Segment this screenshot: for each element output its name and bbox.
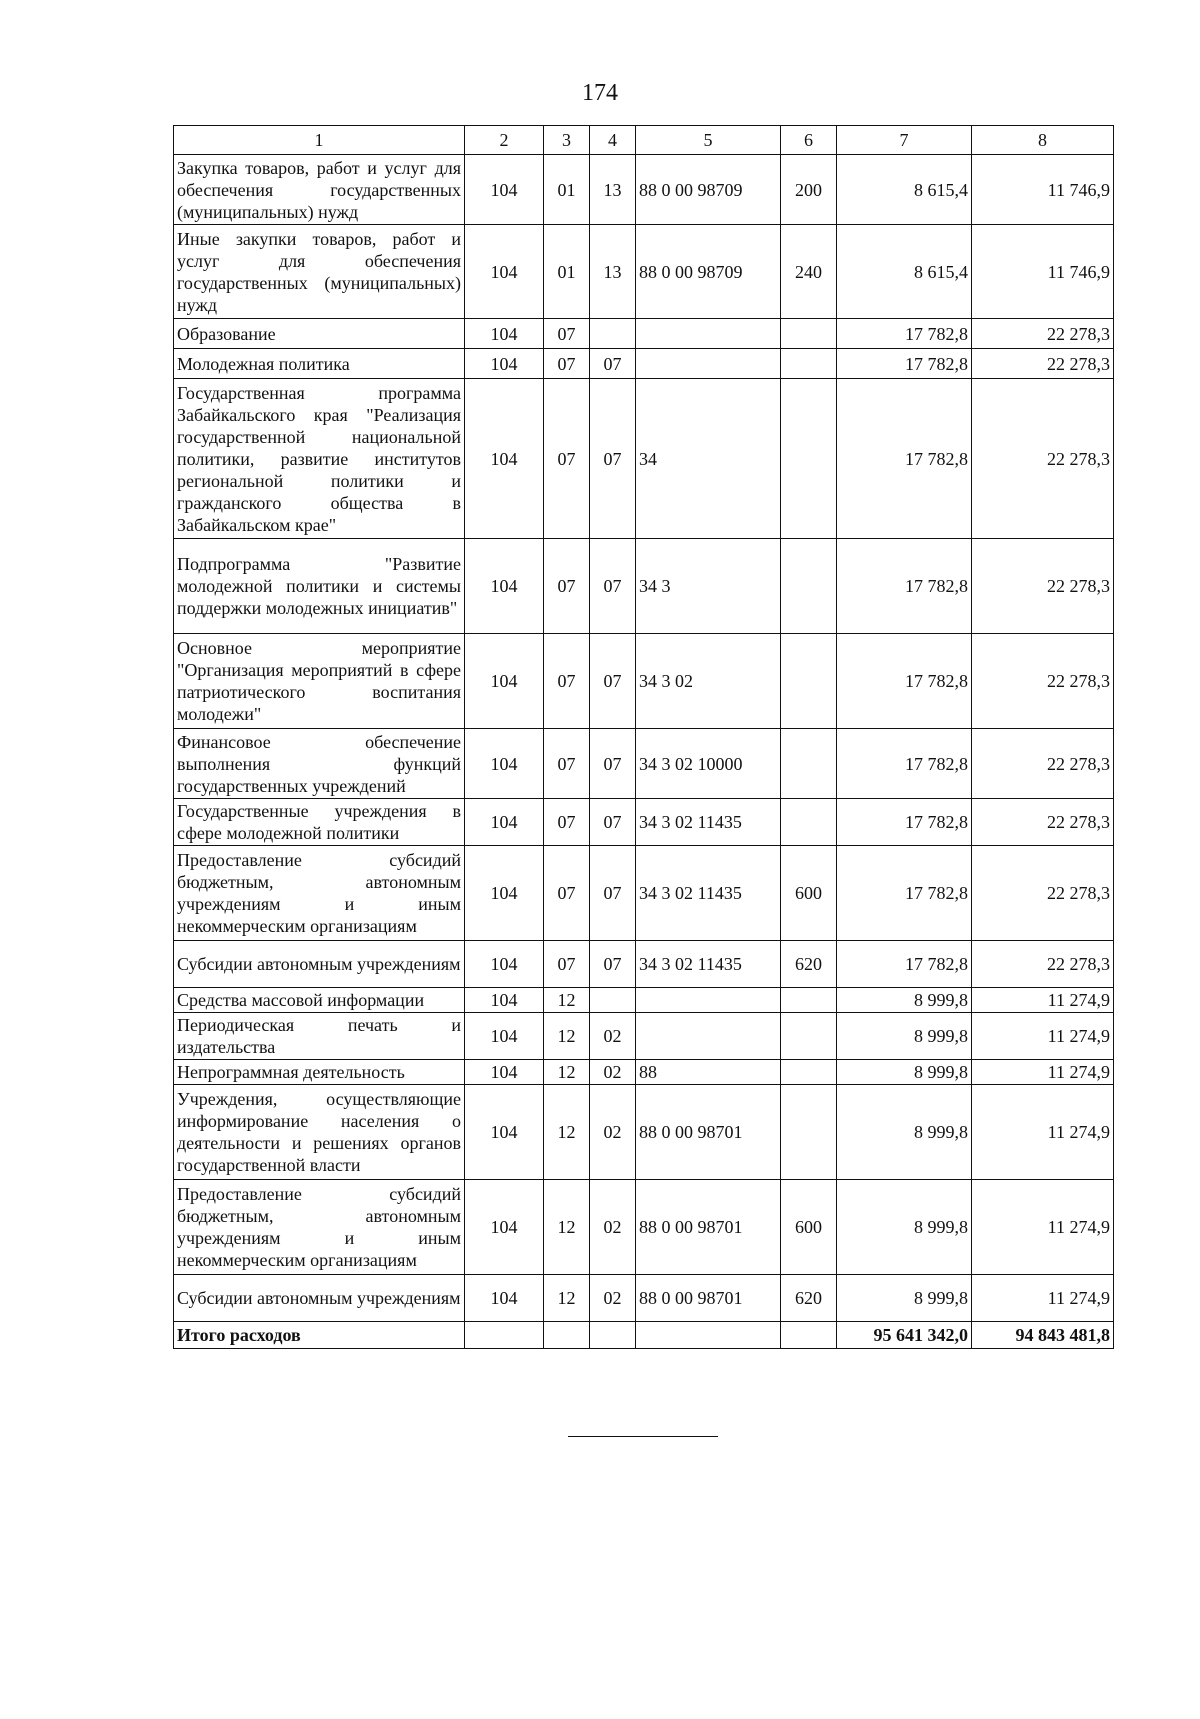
table-row: [174, 1085, 1114, 1180]
column-header: 2: [465, 126, 544, 155]
cell-sum-7: 17 782,8: [837, 941, 972, 988]
row-name: Государственные учреждения в сфере молодежной политики: [174, 799, 465, 846]
cell-sum-7: 8 615,4: [837, 225, 972, 319]
cell-code-5: 88 0 00 98709: [636, 155, 781, 225]
cell-sum-7: 8 999,8: [837, 1275, 972, 1322]
empty-cell: [781, 1322, 837, 1349]
cell-code-5: 34 3 02: [636, 634, 781, 729]
cell-code-6: [781, 1060, 837, 1085]
cell-code-3: 01: [544, 155, 590, 225]
row-name: Молодежная политика: [174, 349, 465, 379]
cell-sum-8: 22 278,3: [972, 941, 1114, 988]
cell-code-6: [781, 1085, 837, 1180]
budget-table: [173, 125, 1114, 1349]
column-header: 6: [781, 126, 837, 155]
cell-code-6: 240: [781, 225, 837, 319]
cell-code-3: 07: [544, 799, 590, 846]
cell-code-4: 02: [590, 1060, 636, 1085]
table-row: [174, 846, 1114, 941]
cell-sum-7: 17 782,8: [837, 846, 972, 941]
cell-code-3: 12: [544, 988, 590, 1013]
cell-code-4: 13: [590, 155, 636, 225]
cell-sum-7: 17 782,8: [837, 729, 972, 799]
cell-code-2: 104: [465, 729, 544, 799]
cell-sum-8: 11 274,9: [972, 1275, 1114, 1322]
cell-sum-8: 22 278,3: [972, 379, 1114, 539]
cell-code-3: 07: [544, 319, 590, 349]
table-row: [174, 729, 1114, 799]
cell-sum-8: 22 278,3: [972, 846, 1114, 941]
cell-code-4: 07: [590, 729, 636, 799]
cell-sum-7: 8 999,8: [837, 1060, 972, 1085]
cell-code-4: [590, 988, 636, 1013]
cell-sum-7: 8 999,8: [837, 1085, 972, 1180]
cell-sum-8: 11 274,9: [972, 1060, 1114, 1085]
cell-sum-8: 11 274,9: [972, 988, 1114, 1013]
cell-sum-7: 8 999,8: [837, 1180, 972, 1275]
row-name: Периодическая печать и издательства: [174, 1013, 465, 1060]
table-row: [174, 379, 1114, 539]
cell-code-3: 07: [544, 379, 590, 539]
cell-code-6: 620: [781, 1275, 837, 1322]
cell-code-4: 07: [590, 846, 636, 941]
row-name: Субсидии автономным учреждениям: [174, 1275, 465, 1322]
cell-code-2: 104: [465, 225, 544, 319]
column-header: 4: [590, 126, 636, 155]
end-rule: [568, 1436, 718, 1437]
cell-code-3: 07: [544, 941, 590, 988]
row-name: Основное мероприятие "Организация мероприятий в сфере патриотического воспитания молодежи": [174, 634, 465, 729]
cell-code-3: 07: [544, 634, 590, 729]
cell-code-5: 88: [636, 1060, 781, 1085]
cell-code-5: [636, 349, 781, 379]
row-name: Непрограммная деятельность: [174, 1060, 465, 1085]
cell-code-4: 13: [590, 225, 636, 319]
cell-code-5: 34 3 02 11435: [636, 799, 781, 846]
header-row: [174, 126, 1114, 155]
cell-sum-7: 17 782,8: [837, 379, 972, 539]
cell-code-5: 88 0 00 98701: [636, 1085, 781, 1180]
cell-code-5: 88 0 00 98701: [636, 1275, 781, 1322]
cell-code-4: 07: [590, 539, 636, 634]
row-name: Финансовое обеспечение выполнения функций государственных учреждений: [174, 729, 465, 799]
table-row: [174, 349, 1114, 379]
cell-code-2: 104: [465, 941, 544, 988]
cell-code-4: 07: [590, 799, 636, 846]
cell-code-6: [781, 988, 837, 1013]
row-name: Закупка товаров, работ и услуг для обеспечения государственных (муниципальных) нужд: [174, 155, 465, 225]
cell-code-6: [781, 379, 837, 539]
cell-code-6: 200: [781, 155, 837, 225]
cell-code-2: 104: [465, 1275, 544, 1322]
cell-sum-7: 8 999,8: [837, 988, 972, 1013]
cell-sum-8: 22 278,3: [972, 319, 1114, 349]
cell-code-3: 07: [544, 349, 590, 379]
cell-sum-8: 11 274,9: [972, 1013, 1114, 1060]
cell-code-5: 34: [636, 379, 781, 539]
cell-sum-8: 22 278,3: [972, 349, 1114, 379]
cell-code-2: 104: [465, 634, 544, 729]
row-name: Образование: [174, 319, 465, 349]
cell-code-5: 34 3: [636, 539, 781, 634]
cell-sum-8: 11 274,9: [972, 1085, 1114, 1180]
cell-sum-7: 17 782,8: [837, 799, 972, 846]
cell-code-4: 07: [590, 634, 636, 729]
cell-code-6: [781, 799, 837, 846]
cell-code-4: 02: [590, 1180, 636, 1275]
cell-code-2: 104: [465, 1180, 544, 1275]
column-header: 7: [837, 126, 972, 155]
row-name: Учреждения, осуществляющие информирование населения о деятельности и решениях органов государственной власти: [174, 1085, 465, 1180]
cell-sum-7: 8 615,4: [837, 155, 972, 225]
column-header: 5: [636, 126, 781, 155]
empty-cell: [636, 1322, 781, 1349]
row-name: Иные закупки товаров, работ и услуг для обеспечения государственных (муниципальных) нужд: [174, 225, 465, 319]
cell-code-4: 07: [590, 379, 636, 539]
cell-sum-8: 22 278,3: [972, 539, 1114, 634]
cell-code-6: 600: [781, 846, 837, 941]
total-label: Итого расходов: [174, 1322, 465, 1349]
cell-code-3: 12: [544, 1275, 590, 1322]
cell-code-2: 104: [465, 799, 544, 846]
cell-code-4: [590, 319, 636, 349]
cell-code-3: 12: [544, 1085, 590, 1180]
cell-code-2: 104: [465, 1085, 544, 1180]
cell-code-2: 104: [465, 988, 544, 1013]
column-header: 1: [174, 126, 465, 155]
table-row: [174, 799, 1114, 846]
empty-cell: [590, 1322, 636, 1349]
cell-code-2: 104: [465, 155, 544, 225]
cell-code-3: 01: [544, 225, 590, 319]
cell-sum-8: 22 278,3: [972, 634, 1114, 729]
table-row: [174, 225, 1114, 319]
cell-code-4: 07: [590, 941, 636, 988]
cell-sum-7: 17 782,8: [837, 319, 972, 349]
table-row: [174, 1013, 1114, 1060]
row-name: Субсидии автономным учреждениям: [174, 941, 465, 988]
cell-code-5: 88 0 00 98709: [636, 225, 781, 319]
cell-code-3: 07: [544, 729, 590, 799]
cell-code-2: 104: [465, 379, 544, 539]
row-name: Средства массовой информации: [174, 988, 465, 1013]
cell-code-6: [781, 539, 837, 634]
row-name: Подпрограмма "Развитие молодежной политики и системы поддержки молодежных инициатив": [174, 539, 465, 634]
cell-code-2: 104: [465, 1013, 544, 1060]
cell-code-6: 600: [781, 1180, 837, 1275]
cell-code-2: 104: [465, 846, 544, 941]
cell-code-6: [781, 319, 837, 349]
table-row: [174, 988, 1114, 1013]
cell-sum-8: 22 278,3: [972, 729, 1114, 799]
cell-code-2: 104: [465, 1060, 544, 1085]
table-row: [174, 941, 1114, 988]
cell-sum-8: 11 746,9: [972, 225, 1114, 319]
cell-code-6: [781, 349, 837, 379]
cell-code-6: [781, 634, 837, 729]
cell-code-5: 34 3 02 11435: [636, 941, 781, 988]
row-name: Предоставление субсидий бюджетным, автономным учреждениям и иным некоммерческим организациям: [174, 846, 465, 941]
cell-code-5: 88 0 00 98701: [636, 1180, 781, 1275]
cell-code-2: 104: [465, 319, 544, 349]
cell-code-4: 02: [590, 1085, 636, 1180]
table-row: [174, 634, 1114, 729]
total-sum-7: 95 641 342,0: [837, 1322, 972, 1349]
cell-code-3: 12: [544, 1060, 590, 1085]
empty-cell: [465, 1322, 544, 1349]
table-row: [174, 539, 1114, 634]
cell-code-5: [636, 988, 781, 1013]
cell-sum-7: 17 782,8: [837, 539, 972, 634]
cell-code-3: 12: [544, 1013, 590, 1060]
cell-code-3: 12: [544, 1180, 590, 1275]
cell-code-4: 02: [590, 1013, 636, 1060]
cell-code-6: [781, 729, 837, 799]
table-row: [174, 155, 1114, 225]
cell-code-4: 02: [590, 1275, 636, 1322]
cell-code-6: 620: [781, 941, 837, 988]
total-sum-8: 94 843 481,8: [972, 1322, 1114, 1349]
total-row: [174, 1322, 1114, 1349]
cell-sum-7: 17 782,8: [837, 349, 972, 379]
cell-code-5: 34 3 02 11435: [636, 846, 781, 941]
cell-code-4: 07: [590, 349, 636, 379]
table-row: [174, 1275, 1114, 1322]
table-row: [174, 319, 1114, 349]
cell-code-3: 07: [544, 846, 590, 941]
empty-cell: [544, 1322, 590, 1349]
cell-sum-7: 17 782,8: [837, 634, 972, 729]
row-name: Предоставление субсидий бюджетным, автономным учреждениям и иным некоммерческим организациям: [174, 1180, 465, 1275]
table-row: [174, 1060, 1114, 1085]
row-name: Государственная программа Забайкальского края "Реализация государственной национальной политики, развитие институтов региональной политики и гражданского общества в Забайкальском крае": [174, 379, 465, 539]
cell-sum-7: 8 999,8: [837, 1013, 972, 1060]
column-header: 3: [544, 126, 590, 155]
cell-code-5: 34 3 02 10000: [636, 729, 781, 799]
cell-code-6: [781, 1013, 837, 1060]
cell-code-2: 104: [465, 539, 544, 634]
cell-code-2: 104: [465, 349, 544, 379]
cell-sum-8: 11 746,9: [972, 155, 1114, 225]
cell-sum-8: 22 278,3: [972, 799, 1114, 846]
table-row: [174, 1180, 1114, 1275]
cell-code-3: 07: [544, 539, 590, 634]
cell-sum-8: 11 274,9: [972, 1180, 1114, 1275]
column-header: 8: [972, 126, 1114, 155]
cell-code-5: [636, 319, 781, 349]
cell-code-5: [636, 1013, 781, 1060]
page-number: 174: [582, 80, 618, 106]
